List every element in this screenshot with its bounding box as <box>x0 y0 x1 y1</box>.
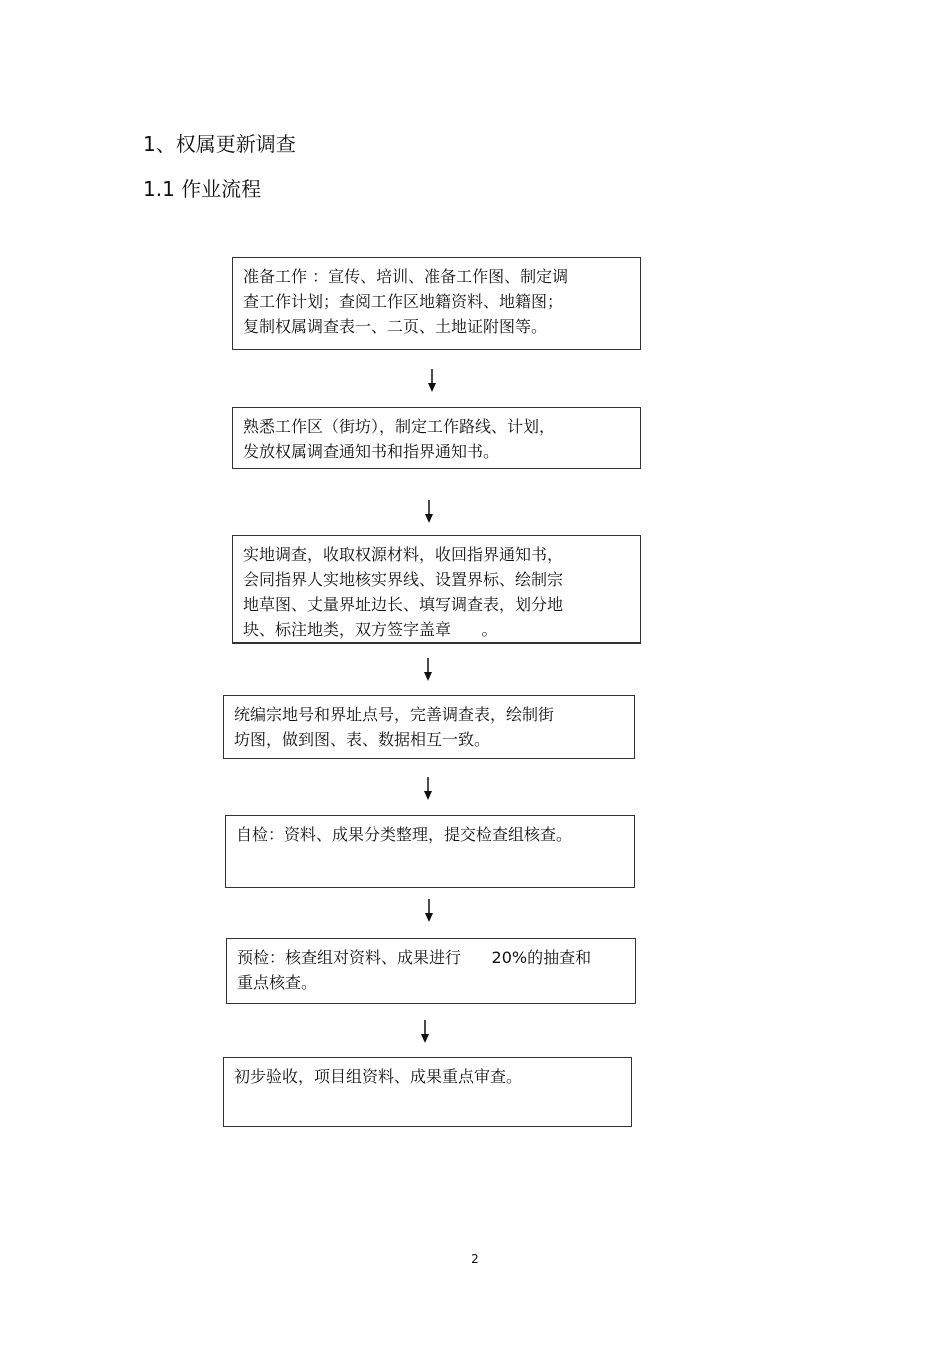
step-text-line: 实地调查，收取权源材料，收回指界通知书， <box>243 545 564 564</box>
flow-step-pre-inspection <box>226 938 636 1004</box>
flow-step-field-survey <box>232 535 641 644</box>
step-text-line: 地草图、丈量界址边长、填写调查表，划分地 <box>243 595 564 614</box>
flow-step-preparation <box>232 257 641 350</box>
step-text-line: 查工作计划；查阅工作区地籍资料、地籍图； <box>243 292 564 311</box>
step-text-line: 重点核查。 <box>237 973 318 992</box>
page-number: 2 <box>471 1252 479 1266</box>
step-text-line: 初步验收，项目组资料、成果重点审查。 <box>234 1067 523 1086</box>
down-arrow-icon <box>423 899 435 923</box>
down-arrow-icon <box>423 500 435 524</box>
down-arrow-icon <box>419 1020 431 1044</box>
step-text-line: 熟悉工作区（街坊），制定工作路线、计划， <box>243 417 556 436</box>
section-title: 1、权属更新调查 <box>143 132 296 156</box>
step-text-line: 统编宗地号和界址点号，完善调查表，绘制街 <box>234 705 555 724</box>
step-text-line: 复制权属调查表一、二页、土地证附图等。 <box>243 317 548 336</box>
step-text-line: 坊图，做到图、表、数据相互一致。 <box>234 730 491 749</box>
step-text-line: 发放权属调查通知书和指界通知书。 <box>243 442 500 461</box>
down-arrow-icon <box>422 658 434 682</box>
down-arrow-icon <box>422 777 434 801</box>
step-text-line: 自检：资料、成果分类整理，提交检查组核查。 <box>236 825 573 844</box>
step-text-line: 块、标注地类，双方签字盖章 。 <box>243 620 498 639</box>
flow-step-self-check <box>225 815 635 888</box>
step-text-line: 会同指界人实地核实界线、设置界标、绘制宗 <box>243 570 564 589</box>
down-arrow-icon <box>426 369 438 393</box>
flow-step-numbering <box>223 695 635 759</box>
flow-step-preliminary-acceptance <box>223 1057 632 1127</box>
subsection-title: 1.1 作业流程 <box>143 177 262 201</box>
flow-step-familiarize <box>232 407 641 469</box>
step-text-line: 准备工作 ：宣传、培训、准备工作图、制定调 <box>243 267 569 286</box>
step-text-line: 预检：核查组对资料、成果进行 20%的抽查和 <box>237 948 592 967</box>
